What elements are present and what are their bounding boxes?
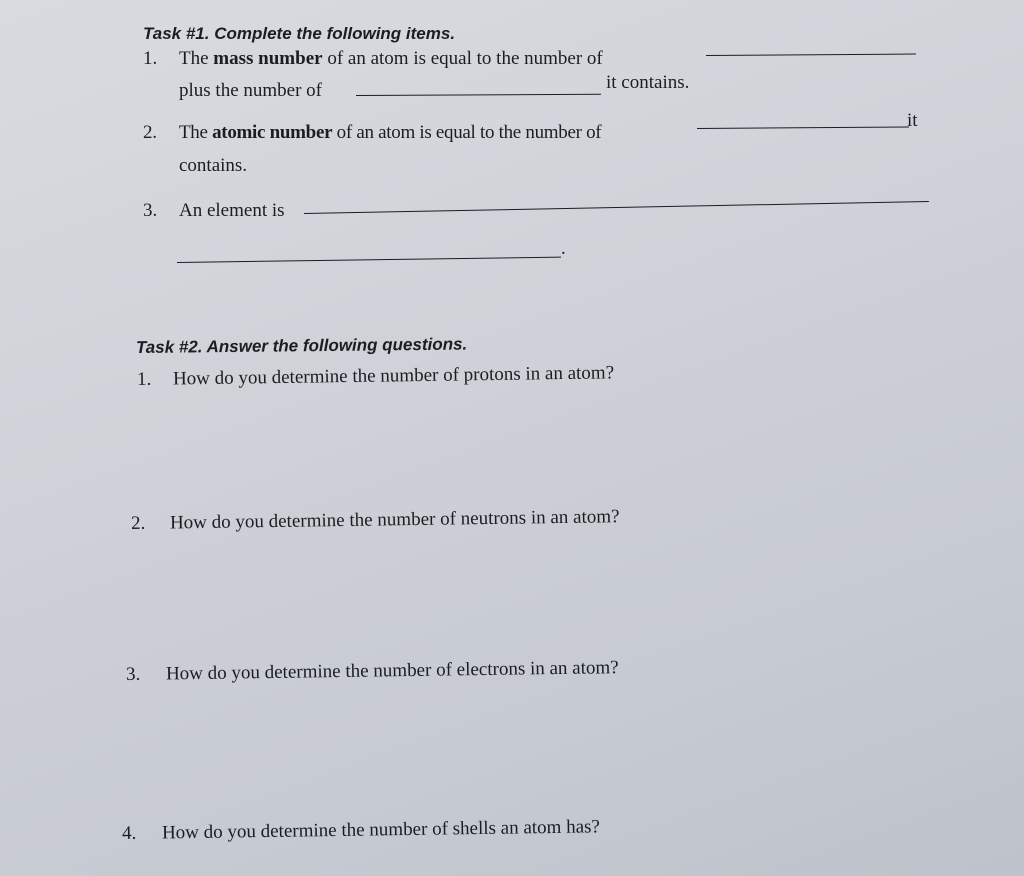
- item-text: The: [179, 48, 209, 69]
- item-text: plus the number of: [179, 80, 323, 101]
- item-text: contains.: [179, 155, 248, 176]
- item-text: it contains.: [606, 72, 690, 93]
- question-text: How do you determine the number of shells an atom has?: [161, 816, 601, 844]
- task1-item1-line2: [179, 80, 322, 102]
- task1-item2-line1: [143, 122, 601, 144]
- task2-question-2: [131, 506, 620, 535]
- item-text: An element is: [179, 200, 285, 221]
- item-text: of an atom is equal to the number of: [327, 48, 603, 69]
- task1-item1-line2-end: [606, 72, 689, 94]
- question-text: How do you determine the number of neutrons in an atom?: [169, 506, 620, 534]
- task2-question-4: [122, 816, 600, 845]
- answer-blank[interactable]: [356, 94, 601, 96]
- question-number: 1.: [136, 368, 152, 390]
- question-number: 3.: [125, 663, 141, 685]
- task1-item3-line1: [143, 200, 285, 222]
- answer-blank[interactable]: [304, 201, 929, 214]
- term-mass-number: mass number: [213, 48, 323, 69]
- term-atomic-number: atomic number: [212, 122, 333, 143]
- answer-blank[interactable]: [706, 54, 916, 56]
- item-text: The: [179, 122, 208, 143]
- question-number: 4.: [121, 822, 137, 844]
- item-number: 2.: [143, 122, 157, 143]
- task2-question-3: [126, 657, 619, 686]
- item-text: it: [907, 110, 918, 131]
- item-number: 1.: [143, 48, 158, 69]
- task1-item2-tail: [907, 110, 918, 132]
- question-text: How do you determine the number of protons in an atom?: [172, 362, 615, 390]
- task1-item3-end: [561, 238, 566, 260]
- task2-question-1: [137, 362, 614, 391]
- task1-item1-line1: [143, 48, 603, 70]
- task2-heading: Task #2. Answer the following questions.: [135, 334, 468, 357]
- item-text: .: [561, 238, 566, 259]
- answer-blank[interactable]: [697, 127, 909, 129]
- question-text: How do you determine the number of electrons in an atom?: [165, 657, 619, 685]
- answer-blank[interactable]: [177, 257, 561, 263]
- task1-heading: Task #1. Complete the following items.: [143, 24, 456, 43]
- question-number: 2.: [130, 512, 146, 534]
- task1-item2-line2: [179, 155, 247, 177]
- item-text: of an atom is equal to the number of: [336, 122, 602, 143]
- item-number: 3.: [143, 200, 158, 221]
